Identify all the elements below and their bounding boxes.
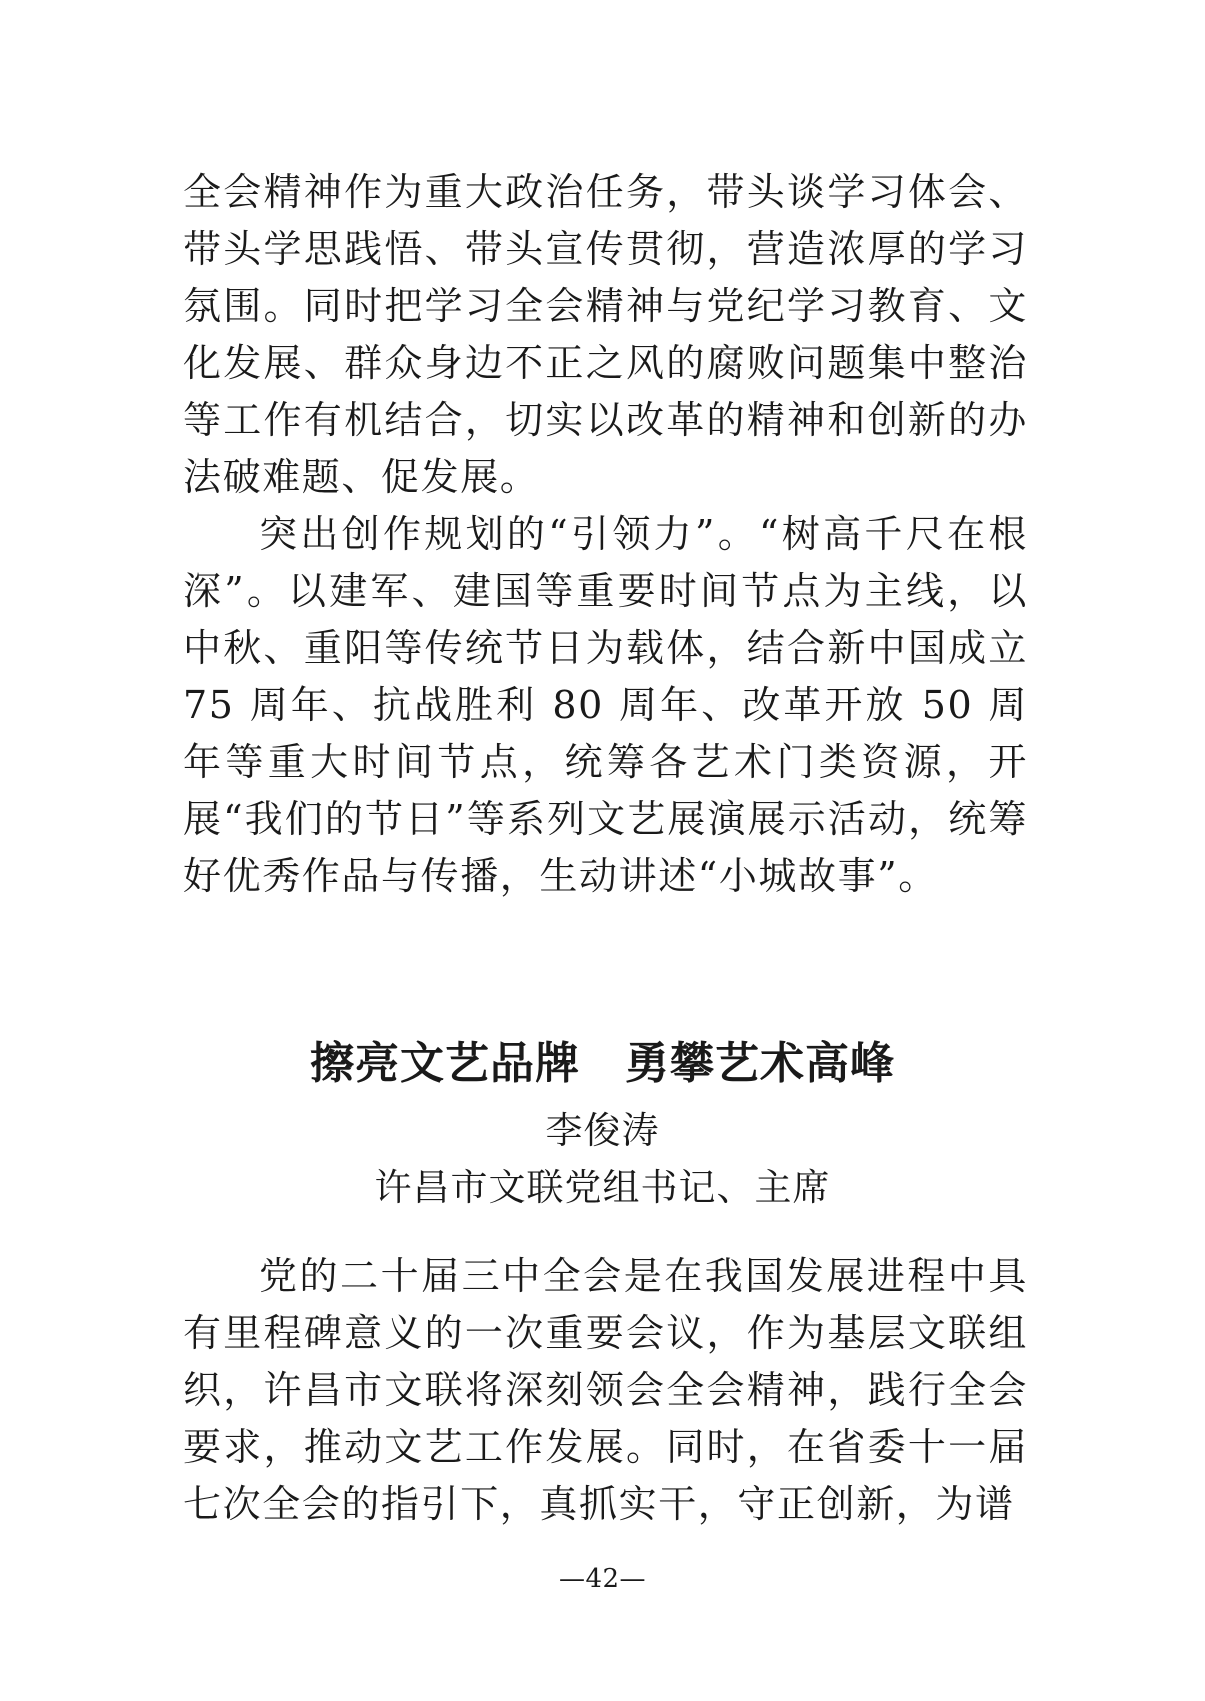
continued-article-body: [183, 164, 1028, 905]
article-body: [183, 1248, 1028, 1533]
article-title: 擦亮文艺品牌 勇攀艺术高峰: [310, 1038, 895, 1089]
body-paragraph: 党的二十届三中全会是在我国发展进程中具有里程碑意义的一次重要会议，作为基层文联组织，许昌市文联将深刻领会全会精神，践行全会要求，推动文艺工作发展。同时，在省委十一届七次全会的指引下，真抓实干，守正创新，为谱: [183, 1254, 1028, 1526]
page-number: —42—: [558, 1564, 647, 1594]
body-paragraph: 全会精神作为重大政治任务，带头谈学习体会、带头学思践悟、带头宣传贯彻，营造浓厚的学习氛围。同时把学习全会精神与党纪学习教育、文化发展、群众身边不正之风的腐败问题集中整治等工作有机结合，切实以改革的精神和创新的办法破难题、促发展。: [183, 170, 1028, 499]
author-position: 许昌市文联党组书记、主席: [374, 1166, 831, 1209]
body-paragraph: 突出创作规划的“引领力”。“树高千尺在根深”。以建军、建国等重要时间节点为主线，以中秋、重阳等传统节日为载体，结合新中国成立 75 周年、抗战胜利 80 周年、改革开放 50 周年等重大时间节点，统筹各艺术门类资源，开展“我们的节日”等系列文艺展演展示活动，统筹好优秀作品与传播，生动讲述“小城故事”。: [183, 512, 1028, 898]
article-author: 李俊涛: [545, 1109, 660, 1152]
